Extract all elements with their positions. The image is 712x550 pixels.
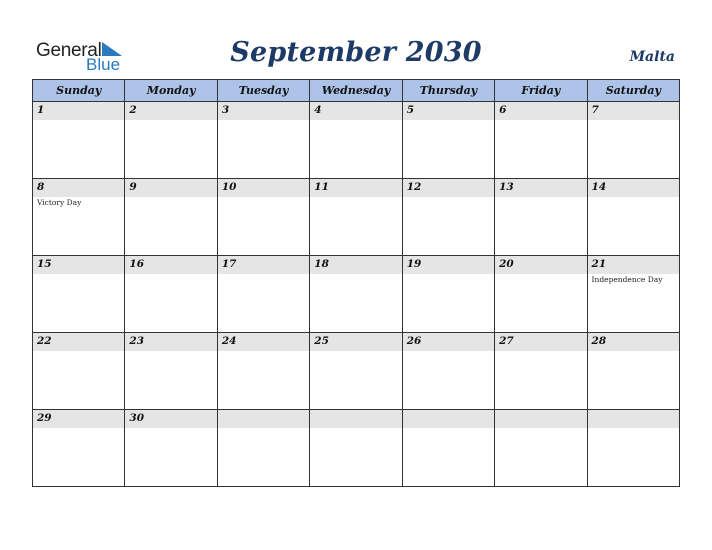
day-number-bar [588, 256, 679, 274]
day-number-bar [495, 102, 586, 120]
day-cell [402, 102, 494, 179]
day-number: 26 [406, 335, 422, 347]
day-cell [495, 179, 587, 256]
day-number-bar [33, 256, 124, 274]
day-number-bar [403, 410, 494, 428]
day-cell [402, 256, 494, 333]
day-cell [217, 333, 309, 410]
day-cell [310, 179, 402, 256]
day-number-bar [495, 333, 586, 351]
week-row [33, 256, 680, 333]
day-number-bar [495, 410, 586, 428]
day-number: 8 [37, 181, 45, 193]
day-cell [587, 333, 679, 410]
day-number-bar [403, 102, 494, 120]
day-cell [495, 256, 587, 333]
day-number: 10 [221, 181, 237, 193]
weekday-header: Friday [495, 80, 587, 102]
week-row [33, 333, 680, 410]
day-cell [402, 179, 494, 256]
calendar-title: September 2030 [230, 37, 482, 68]
day-cell [310, 333, 402, 410]
day-number-bar [218, 256, 309, 274]
day-number: 17 [221, 258, 237, 270]
weekday-header: Monday [125, 80, 217, 102]
day-number: 1 [37, 104, 45, 116]
day-cell [587, 102, 679, 179]
day-number-bar [218, 179, 309, 197]
day-number-bar [33, 410, 124, 428]
weekday-header: Thursday [402, 80, 494, 102]
weekday-header: Saturday [587, 80, 679, 102]
day-number: 15 [37, 258, 52, 270]
day-cell [217, 102, 309, 179]
day-number-bar [33, 102, 124, 120]
day-number: 21 [591, 258, 607, 270]
day-cell [310, 102, 402, 179]
week-row [33, 410, 680, 487]
day-cell [125, 179, 217, 256]
day-number-bar [125, 256, 216, 274]
day-number-bar [310, 333, 401, 351]
day-cell [495, 410, 587, 487]
day-number: 14 [591, 181, 607, 193]
day-cell [587, 179, 679, 256]
day-cell [402, 410, 494, 487]
day-number: 28 [591, 335, 607, 347]
day-number: 20 [499, 258, 514, 270]
day-number-bar [495, 256, 586, 274]
day-cell [33, 256, 125, 333]
logo-text-blue: Blue [86, 55, 121, 74]
day-cell [125, 102, 217, 179]
day-cell [33, 410, 125, 487]
weekday-header: Wednesday [310, 80, 402, 102]
day-number: 13 [499, 181, 514, 193]
day-cell [495, 102, 587, 179]
day-number-bar [310, 102, 401, 120]
day-number: 7 [591, 104, 599, 116]
holiday-label: Independence Day [591, 275, 663, 284]
weekday-header: Tuesday [217, 80, 309, 102]
day-number-bar [33, 179, 124, 197]
day-number: 30 [129, 412, 145, 424]
day-number-bar [588, 333, 679, 351]
day-cell [310, 256, 402, 333]
day-number-bar [125, 410, 216, 428]
day-number-bar [33, 333, 124, 351]
day-cell [33, 102, 125, 179]
day-cell [33, 179, 125, 256]
day-cell [402, 333, 494, 410]
day-cell [217, 410, 309, 487]
day-number-bar [403, 179, 494, 197]
day-number: 4 [314, 104, 322, 116]
day-number: 16 [129, 258, 145, 270]
day-number-bar [310, 410, 401, 428]
day-number: 18 [314, 258, 329, 270]
day-number: 6 [499, 104, 507, 116]
day-number-bar [125, 333, 216, 351]
calendar-grid [32, 79, 680, 487]
day-number: 11 [314, 181, 329, 193]
day-number-bar [403, 256, 494, 274]
day-number: 5 [406, 104, 414, 116]
country-label: Malta [629, 49, 675, 65]
day-number-bar [125, 179, 216, 197]
day-number-bar [403, 333, 494, 351]
week-row [33, 102, 680, 179]
day-number-bar [588, 179, 679, 197]
holiday-label: Victory Day [37, 198, 82, 207]
weekday-header-row [33, 80, 680, 102]
weekday-header: Sunday [33, 80, 125, 102]
day-cell [125, 256, 217, 333]
logo-text-general: General [36, 40, 102, 61]
day-cell [33, 333, 125, 410]
day-number-bar [125, 102, 216, 120]
day-number: 27 [499, 335, 514, 347]
day-cell [217, 256, 309, 333]
day-number-bar [310, 179, 401, 197]
day-number: 2 [129, 104, 137, 116]
day-number: 3 [221, 104, 230, 116]
day-number: 25 [314, 335, 329, 347]
day-number-bar [218, 410, 309, 428]
day-cell [217, 179, 309, 256]
day-number: 19 [406, 258, 422, 270]
day-number: 9 [129, 181, 137, 193]
day-number: 12 [406, 181, 422, 193]
day-number-bar [588, 410, 679, 428]
day-number-bar [495, 179, 586, 197]
day-number-bar [218, 102, 309, 120]
day-number: 24 [221, 335, 237, 347]
day-number-bar [310, 256, 401, 274]
day-cell [587, 256, 679, 333]
day-cell [587, 410, 679, 487]
day-number-bar [218, 333, 309, 351]
day-number-bar [588, 102, 679, 120]
day-number: 23 [129, 335, 145, 347]
day-cell [125, 410, 217, 487]
day-number: 29 [37, 412, 52, 424]
day-number: 22 [37, 335, 52, 347]
week-row [33, 179, 680, 256]
day-cell [310, 410, 402, 487]
day-cell [125, 333, 217, 410]
day-cell [495, 333, 587, 410]
